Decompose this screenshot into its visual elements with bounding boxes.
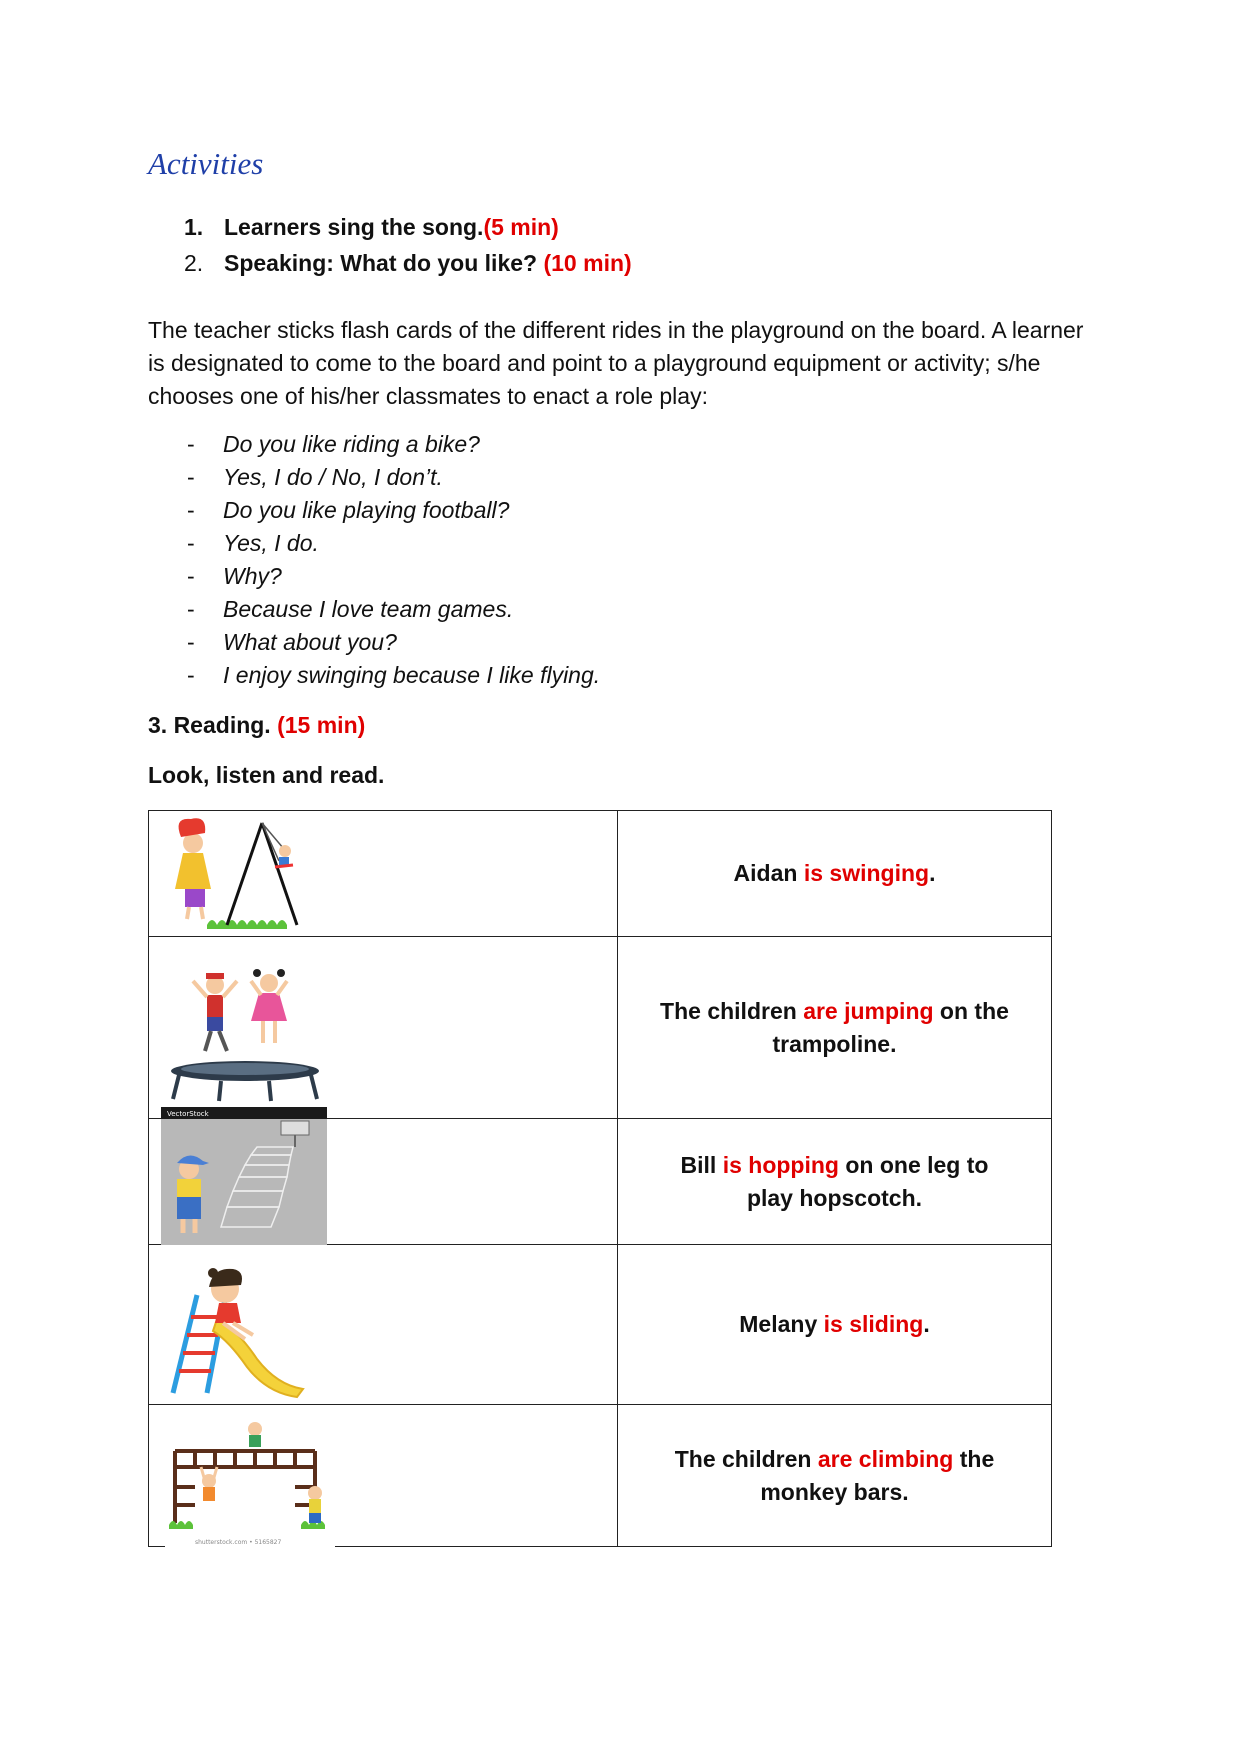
watermark-text: VectorStock bbox=[167, 1110, 209, 1118]
monkey-bars-illustration bbox=[165, 1415, 335, 1547]
image-cell bbox=[149, 1405, 618, 1547]
step-2: 2. Speaking: What do you like? (10 min) bbox=[184, 250, 632, 276]
dialogue-line: - Yes, I do. bbox=[187, 530, 319, 556]
image-cell bbox=[149, 1245, 618, 1405]
table-row bbox=[149, 1405, 1052, 1547]
dialogue-line: - I enjoy swinging because I like flying. bbox=[187, 662, 601, 688]
activity-table bbox=[148, 810, 1052, 1547]
table-row bbox=[149, 811, 1052, 937]
image-cell bbox=[149, 811, 618, 937]
reading-heading: 3. Reading. (15 min) bbox=[148, 712, 366, 738]
instructions-paragraph: The teacher sticks flash cards of the different rides in the playground on the board. A learner is designated to come to the board and point to a playground equipment or activity; s/he chooses one of his/her classmates to enact a role play: bbox=[148, 317, 1084, 409]
dialogue-line: - Why? bbox=[187, 563, 282, 589]
reading-instruction: Look, listen and read. bbox=[148, 762, 385, 788]
sentence-cell: The children are climbing the monkey bars. bbox=[618, 1405, 1052, 1547]
watermark-text: shutterstock.com • 5165827 bbox=[195, 1539, 282, 1546]
table-row bbox=[149, 1119, 1052, 1245]
step-1: 1. Learners sing the song.(5 min) bbox=[184, 214, 559, 240]
sentence-cell: Aidan is swinging. bbox=[618, 811, 1052, 937]
dialogue-line: - Because I love team games. bbox=[187, 596, 514, 622]
slide-illustration bbox=[167, 1259, 307, 1399]
table-row bbox=[149, 937, 1052, 1119]
sentence-cell: Bill is hopping on one leg to play hopscotch. bbox=[618, 1119, 1052, 1245]
sentence-cell: The children are jumping on the trampoline. bbox=[618, 937, 1052, 1119]
swing-illustration bbox=[167, 815, 307, 931]
trampoline-illustration bbox=[165, 959, 325, 1111]
dialogue-line: - Do you like playing football? bbox=[187, 497, 510, 523]
sentence-cell: Melany is sliding. bbox=[618, 1245, 1052, 1405]
table-row bbox=[149, 1245, 1052, 1405]
image-cell bbox=[149, 937, 618, 1119]
dialogue-line: - Yes, I do / No, I don’t. bbox=[187, 464, 443, 490]
section-heading: Activities bbox=[148, 146, 264, 181]
dialogue-line: - Do you like riding a bike? bbox=[187, 431, 480, 457]
hopscotch-illustration bbox=[161, 1107, 327, 1245]
dialogue-line: - What about you? bbox=[187, 629, 397, 655]
image-cell bbox=[149, 1110, 618, 1245]
